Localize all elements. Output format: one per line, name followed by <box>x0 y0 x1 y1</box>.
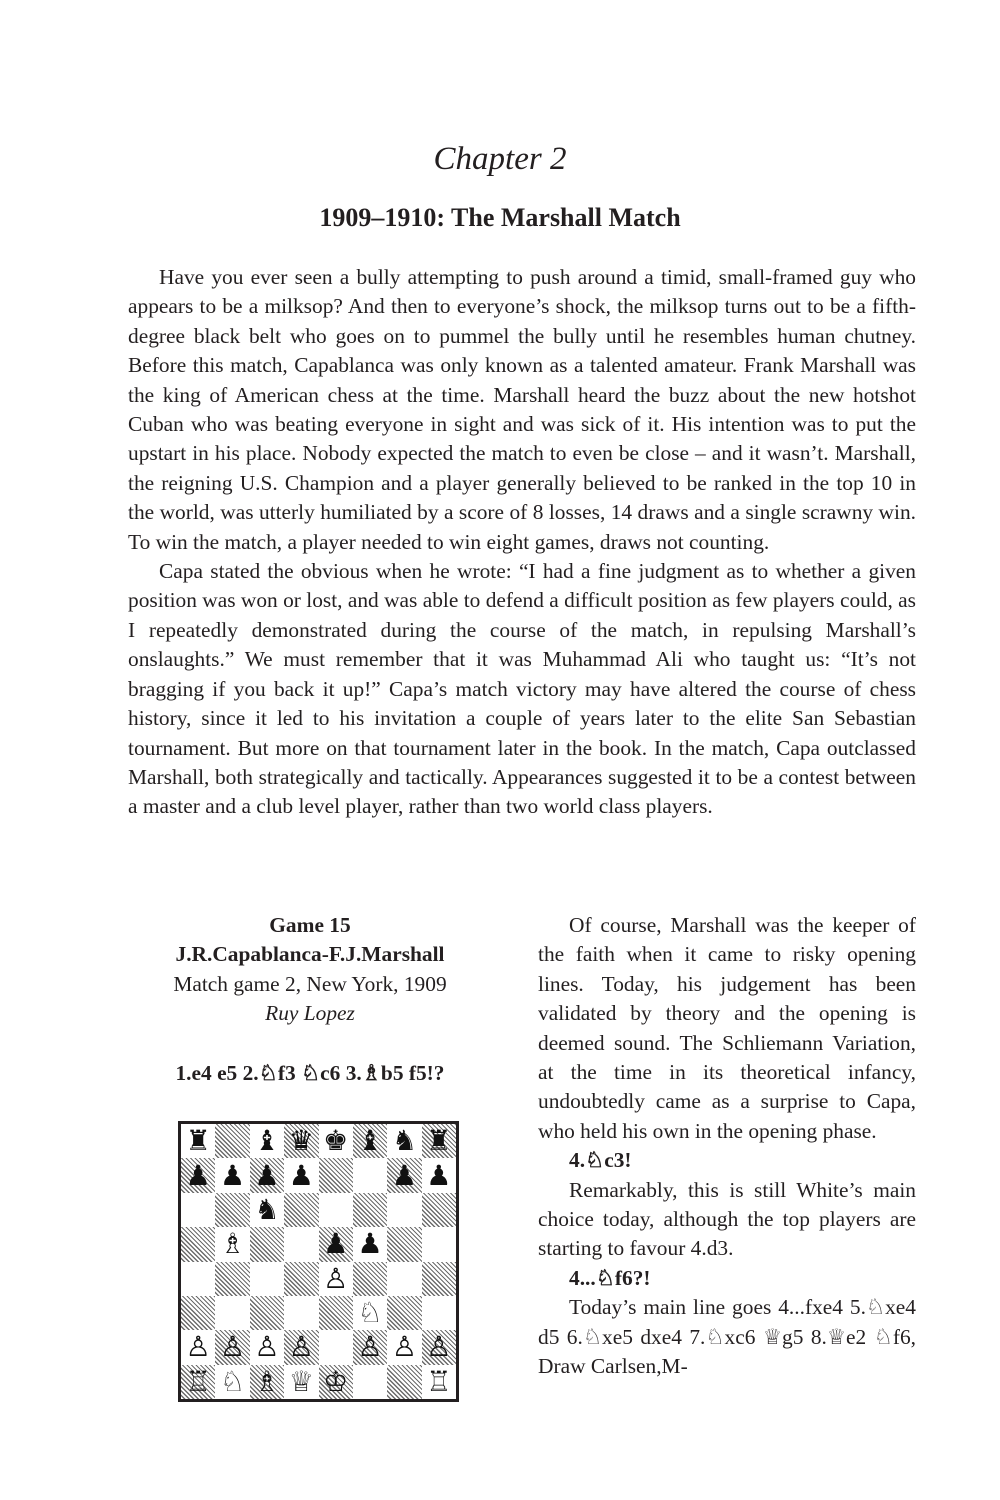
square-e6 <box>319 1193 353 1227</box>
commentary-paragraph: Today’s main line goes 4...fxe4 5.♘xe4 d5 6.♘xe5 dxe4 7.♘xc6 ♕g5 8.♕e2 ♘f6, Draw Carlsen,M- <box>538 1295 916 1379</box>
chess-piece-icon: ♜ <box>185 1124 211 1158</box>
square-g1 <box>387 1365 421 1399</box>
chess-piece-icon: ♙ <box>288 1330 314 1364</box>
chess-piece-icon: ♞ <box>254 1192 280 1226</box>
square-g6 <box>387 1193 421 1227</box>
square-e4 <box>319 1262 353 1296</box>
square-e8 <box>319 1124 353 1158</box>
square-a4 <box>181 1262 215 1296</box>
square-b8 <box>215 1124 249 1158</box>
chess-piece-icon: ♛ <box>288 1124 314 1158</box>
square-d6 <box>284 1193 318 1227</box>
commentary-move: 4...♘f6?! <box>569 1265 651 1290</box>
intro-text <box>128 263 916 822</box>
square-e3 <box>319 1296 353 1330</box>
square-h4 <box>422 1262 456 1296</box>
square-d8 <box>284 1124 318 1158</box>
chess-piece-icon: ♝ <box>254 1124 280 1158</box>
square-b1 <box>215 1365 249 1399</box>
chapter-title: 1909–1910: The Marshall Match <box>319 203 681 232</box>
square-d7 <box>284 1158 318 1192</box>
chess-piece-icon: ♟ <box>391 1158 417 1192</box>
square-e7 <box>319 1158 353 1192</box>
chess-piece-icon: ♝ <box>357 1124 383 1158</box>
chapter-heading: Chapter 2 <box>433 141 567 177</box>
chess-piece-icon: ♟ <box>426 1158 452 1192</box>
square-f3 <box>353 1296 387 1330</box>
square-f7 <box>353 1158 387 1192</box>
opening-moves: 1.e4 e5 2.♘f3 ♘c6 3.♗b5 f5!? <box>175 1061 445 1085</box>
square-c3 <box>250 1296 284 1330</box>
chess-piece-icon: ♟ <box>254 1158 280 1192</box>
chess-piece-icon: ♕ <box>288 1364 314 1398</box>
square-h5 <box>422 1227 456 1261</box>
square-b7 <box>215 1158 249 1192</box>
square-g4 <box>387 1262 421 1296</box>
square-d2 <box>284 1330 318 1364</box>
square-h1 <box>422 1365 456 1399</box>
square-a8 <box>181 1124 215 1158</box>
chess-piece-icon: ♖ <box>426 1364 452 1398</box>
chess-diagram <box>178 1121 459 1402</box>
square-f8 <box>353 1124 387 1158</box>
intro-paragraph: Capa stated the obvious when he wrote: “I had a fine judgment as to whether a given position was won or lost, and was able to defend a difficult position as few players could, as I repeatedly demonstrated during the course of the match, in repulsing Marshall’s onslaughts.” We must remember that it was Muhammad Ali who taught us: “It’s not bragging if you back it up!” Capa’s match victory may have altered the course of chess history, since it led to his invitation a couple of years later to the elite San Sebastian tournament. But more on that tournament later in the book. In the match, Capa outclassed Marshall, both strategically and tactically. Appearances suggested it to be a contest between a master and a club level player, rather than two world class players. <box>128 559 916 819</box>
intro-paragraph: Have you ever seen a bully attempting to push around a timid, small-framed guy who appears to be a milksop? And then to everyone’s shock, the milksop turns out to be a fifth-degree black belt who goes on to pummel the bully until he resembles human chutney. Before this match, Capablanca was only known as a talented amateur. Frank Marshall was the king of American chess at the time. Marshall heard the buzz about the new hotshot Cuban who was beating everyone in sight and was sick of it. His intention was to put the upstart in his place. Nobody expected the match to even be close – and it wasn’t. Marshall, the reigning U.S. Champion and a player generally believed to be ranked in the top 10 in the world, was utterly humiliated by a score of 8 losses, 14 draws and a single scrawny win. To win the match, a player needed to win eight games, draws not counting. <box>128 265 916 554</box>
game-players: J.R.Capablanca-F.J.Marshall <box>175 942 445 967</box>
game-opening: Ruy Lopez <box>265 1001 355 1026</box>
chess-piece-icon: ♔ <box>323 1364 349 1398</box>
square-c6 <box>250 1193 284 1227</box>
game-event: Match game 2, New York, 1909 <box>173 971 447 996</box>
square-e2 <box>319 1330 353 1364</box>
square-f4 <box>353 1262 387 1296</box>
square-g5 <box>387 1227 421 1261</box>
square-e5 <box>319 1227 353 1261</box>
chess-piece-icon: ♘ <box>357 1296 383 1330</box>
square-a6 <box>181 1193 215 1227</box>
square-h2 <box>422 1330 456 1364</box>
square-h3 <box>422 1296 456 1330</box>
square-g7 <box>387 1158 421 1192</box>
chess-piece-icon: ♟ <box>185 1158 211 1192</box>
square-c2 <box>250 1330 284 1364</box>
square-c1 <box>250 1365 284 1399</box>
square-d5 <box>284 1227 318 1261</box>
square-d3 <box>284 1296 318 1330</box>
chess-piece-icon: ♙ <box>426 1330 452 1364</box>
chess-piece-icon: ♞ <box>391 1124 417 1158</box>
square-g8 <box>387 1124 421 1158</box>
square-d4 <box>284 1262 318 1296</box>
square-a5 <box>181 1227 215 1261</box>
square-c8 <box>250 1124 284 1158</box>
commentary-move: 4.♘c3! <box>569 1148 632 1173</box>
commentary-column <box>538 911 916 1382</box>
square-f6 <box>353 1193 387 1227</box>
game-number: Game 15 <box>269 913 351 937</box>
chess-piece-icon: ♙ <box>323 1261 349 1295</box>
chess-piece-icon: ♜ <box>426 1124 452 1158</box>
chess-piece-icon: ♗ <box>220 1227 246 1261</box>
chess-piece-icon: ♖ <box>185 1364 211 1398</box>
chess-piece-icon: ♙ <box>391 1330 417 1364</box>
chess-piece-icon: ♙ <box>220 1330 246 1364</box>
chess-piece-icon: ♟ <box>288 1158 314 1192</box>
commentary-paragraph: Remarkably, this is still White’s main choice today, although the top players are starting to favour 4.d3. <box>538 1177 916 1261</box>
chess-piece-icon: ♙ <box>185 1330 211 1364</box>
chess-piece-icon: ♘ <box>220 1364 246 1398</box>
square-h8 <box>422 1124 456 1158</box>
chess-piece-icon: ♗ <box>254 1364 280 1398</box>
square-b4 <box>215 1262 249 1296</box>
game-header <box>128 911 492 1029</box>
square-f1 <box>353 1365 387 1399</box>
square-b6 <box>215 1193 249 1227</box>
chess-piece-icon: ♟ <box>323 1227 349 1261</box>
chess-piece-icon: ♟ <box>220 1158 246 1192</box>
square-f2 <box>353 1330 387 1364</box>
commentary-paragraph: Of course, Marshall was the keeper of the faith when it came to risky opening lines. Today, his judgement has been validated by theory and the opening is deemed sound. The Schliemann Variation, at the time in its theoretical infancy, undoubtedly came as a surprise to Capa, who held his own in the opening phase. <box>538 913 916 1143</box>
square-a3 <box>181 1296 215 1330</box>
square-e1 <box>319 1365 353 1399</box>
square-h6 <box>422 1193 456 1227</box>
square-b3 <box>215 1296 249 1330</box>
square-a7 <box>181 1158 215 1192</box>
square-d1 <box>284 1365 318 1399</box>
chess-piece-icon: ♟ <box>357 1227 383 1261</box>
chess-piece-icon: ♙ <box>254 1330 280 1364</box>
square-c5 <box>250 1227 284 1261</box>
square-b5 <box>215 1227 249 1261</box>
square-g2 <box>387 1330 421 1364</box>
square-f5 <box>353 1227 387 1261</box>
square-a2 <box>181 1330 215 1364</box>
square-a1 <box>181 1365 215 1399</box>
square-c4 <box>250 1262 284 1296</box>
chess-piece-icon: ♚ <box>323 1124 349 1158</box>
chess-piece-icon: ♙ <box>357 1330 383 1364</box>
chess-board <box>178 1121 459 1402</box>
square-c7 <box>250 1158 284 1192</box>
square-g3 <box>387 1296 421 1330</box>
square-b2 <box>215 1330 249 1364</box>
square-h7 <box>422 1158 456 1192</box>
